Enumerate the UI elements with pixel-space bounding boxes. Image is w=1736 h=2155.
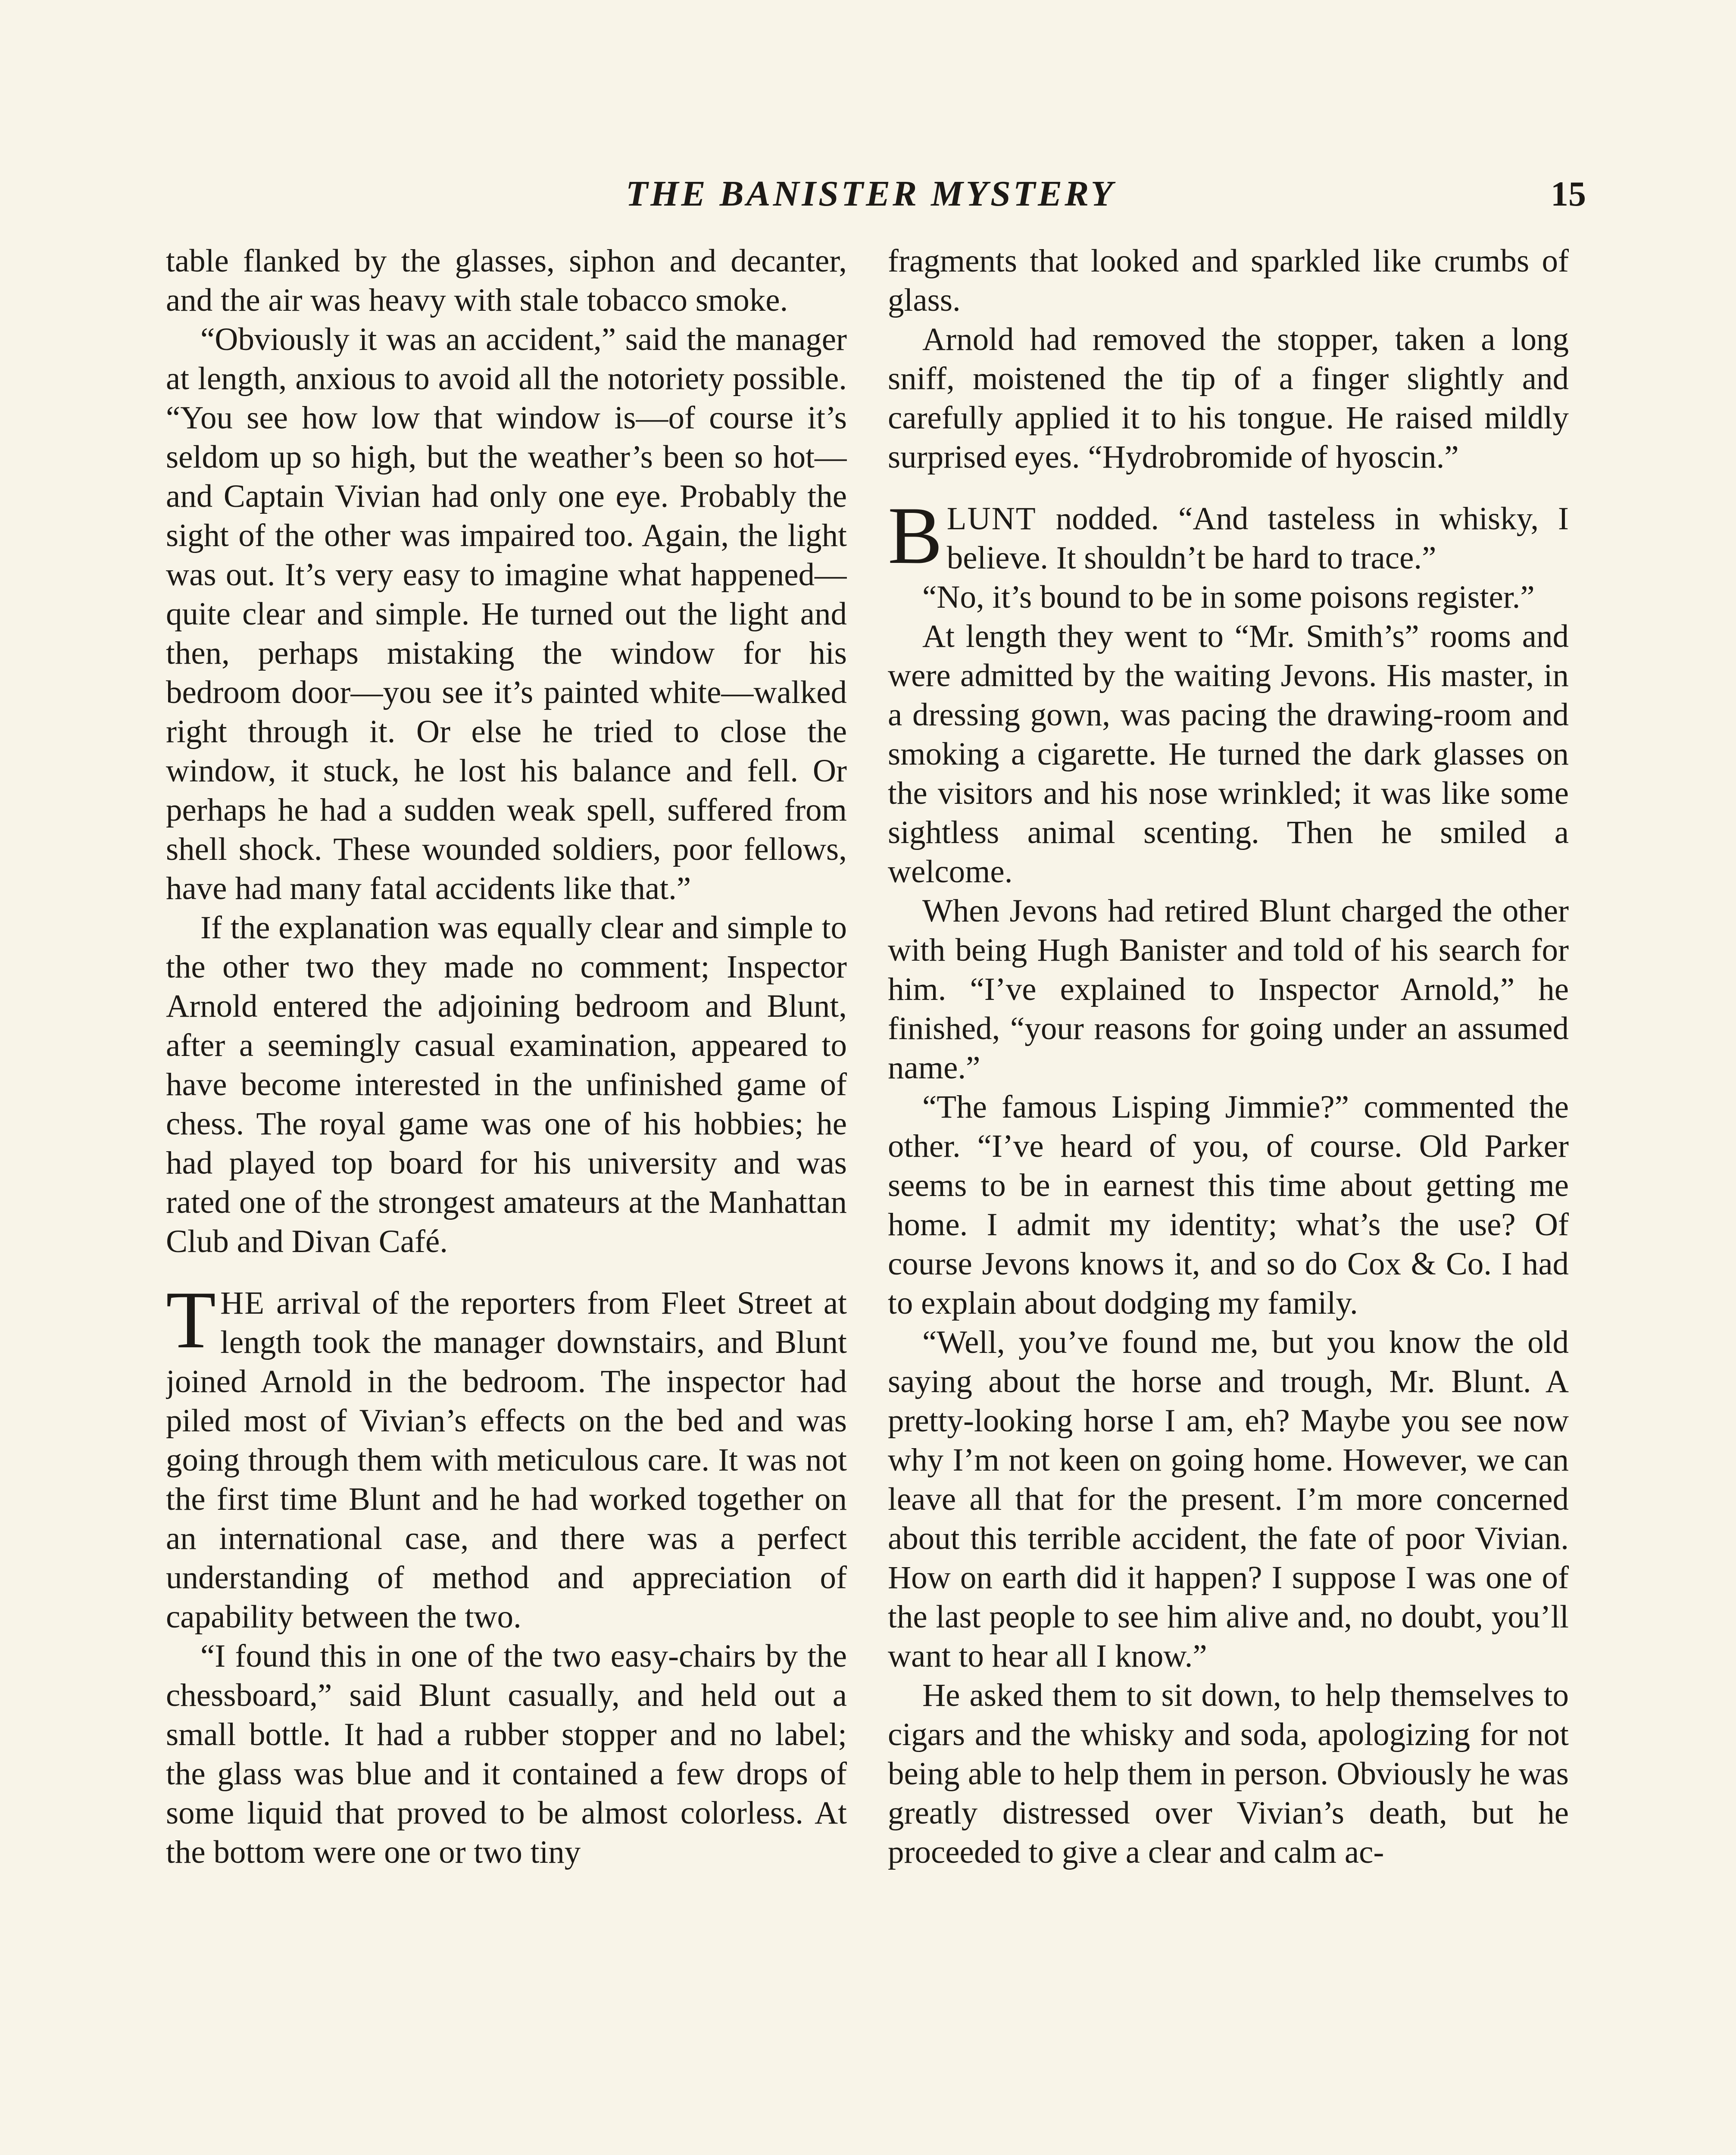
right-paragraph-9: He asked them to sit down, to help themselves to cigars and the whisky and soda, apologizing for not being able to help them in person. Obviously he was greatly distressed over Vivian’s death, but he proceeded to give a clear and calm ac- — [888, 1677, 1569, 1870]
paragraph-text: arrival of the reporters from Fleet Street at length took the manager downstairs, and Blunt joined Arnold in the bedroom. The inspector had piled most of Vivian’s effects on the bed and was going through them with meticulous care. It was not the first time Blunt and he had worked together on an international case, and there was a perfect understanding of method and appreciation of capability between the two. — [166, 1285, 847, 1635]
running-title: THE BANISTER MYSTERY — [625, 174, 1116, 214]
left-paragraph-5: “I found this in one of the two easy-chairs by the chessboard,” said Blunt casually, and held out a small bottle. It had a rubber stopper and no label; the glass was blue and it contained a few drops of some liquid that proved to be almost colorless. At the bottom were one or two tiny — [166, 1638, 847, 1870]
page-header — [0, 164, 1736, 224]
left-paragraph-3: If the explanation was equally clear and simple to the other two they made no comment; Inspector Arnold entered the adjoining bedroom and Blunt, after a seemingly casual examination, appeared to have become interested in the unfinished game of chess. The royal game was one of his hobbies; he had played top board for his university and was rated one of the strongest amateurs at the Manhattan Club and Divan Café. — [166, 910, 847, 1259]
drop-cap: T — [166, 1275, 216, 1365]
left-column — [166, 241, 847, 2155]
right-paragraph-8: “Well, you’ve found me, but you know the old saying about the horse and trough, Mr. Blunt. A pretty-looking horse I am, eh? Maybe you see now why I’m not keen on going home. However, we can leave all that for the present. I’m more concerned about this terrible accident, the fate of poor Vivian. How on earth did it happen? I suppose I was one of the last people to see him alive and, no doubt, you’ll want to hear all I know.” — [888, 1324, 1569, 1674]
right-paragraph-2: Arnold had removed the stopper, taken a long sniff, moistened the tip of a finger slightly and carefully applied it to his tongue. He raised mildly surprised eyes. “Hydrobromide of hyoscin.” — [888, 322, 1569, 475]
right-paragraph-5: At length they went to “Mr. Smith’s” rooms and were admitted by the waiting Jevons. His master, in a dressing gown, was pacing the drawing-room and smoking a cigarette. He turned the dark glasses on the visitors and his nose wrinkled; it was like some sightless animal scenting. Then he smiled a welcome. — [888, 618, 1569, 890]
right-column — [888, 241, 1569, 2155]
right-paragraph-1: fragments that looked and sparkled like crumbs of glass. — [888, 243, 1569, 318]
opening-word: LUNT — [946, 501, 1037, 537]
drop-cap: B — [888, 490, 943, 581]
left-paragraph-4 — [166, 1275, 847, 1637]
right-paragraph-4: “No, it’s bound to be in some poisons register.” — [922, 579, 1535, 615]
right-paragraph-7: “The famous Lisping Jimmie?” commented the other. “I’ve heard of you, of course. Old Parker seems to be in earnest this time about getting me home. I admit my identity; what’s the use? Of course Jevons knows it, and so do Cox & Co. I had to explain about dodging my family. — [888, 1089, 1569, 1321]
paragraph-text: nodded. “And tasteless in whisky, I believe. It shouldn’t be hard to trace.” — [946, 501, 1569, 576]
opening-word: HE — [220, 1285, 265, 1321]
right-paragraph-3 — [888, 490, 1569, 581]
page-number: 15 — [1551, 174, 1586, 213]
left-paragraph-1: table flanked by the glasses, siphon and decanter, and the air was heavy with stale tobacco smoke. — [166, 243, 847, 318]
right-paragraph-6: When Jevons had retired Blunt charged the other with being Hugh Banister and told of his search for him. “I’ve explained to Inspector Arnold,” he finished, “your reasons for going under an assumed name.” — [888, 893, 1569, 1086]
left-paragraph-2: “Obviously it was an accident,” said the manager at length, anxious to avoid all the notoriety possible. “You see how low that window is—of course it’s seldom up so high, but the weather’s been so hot—and Captain Vivian had only one eye. Probably the sight of the other was impaired too. Again, the light was out. It’s very easy to imagine what happened—quite clear and simple. He turned out the light and then, perhaps mistaking the window for his bedroom door—you see it’s painted white—walked right through it. Or else he tried to close the window, it stuck, he lost his balance and fell. Or perhaps he had a sudden weak spell, suffered from shell shock. These wounded soldiers, poor fellows, have had many fatal accidents like that.” — [166, 322, 847, 906]
